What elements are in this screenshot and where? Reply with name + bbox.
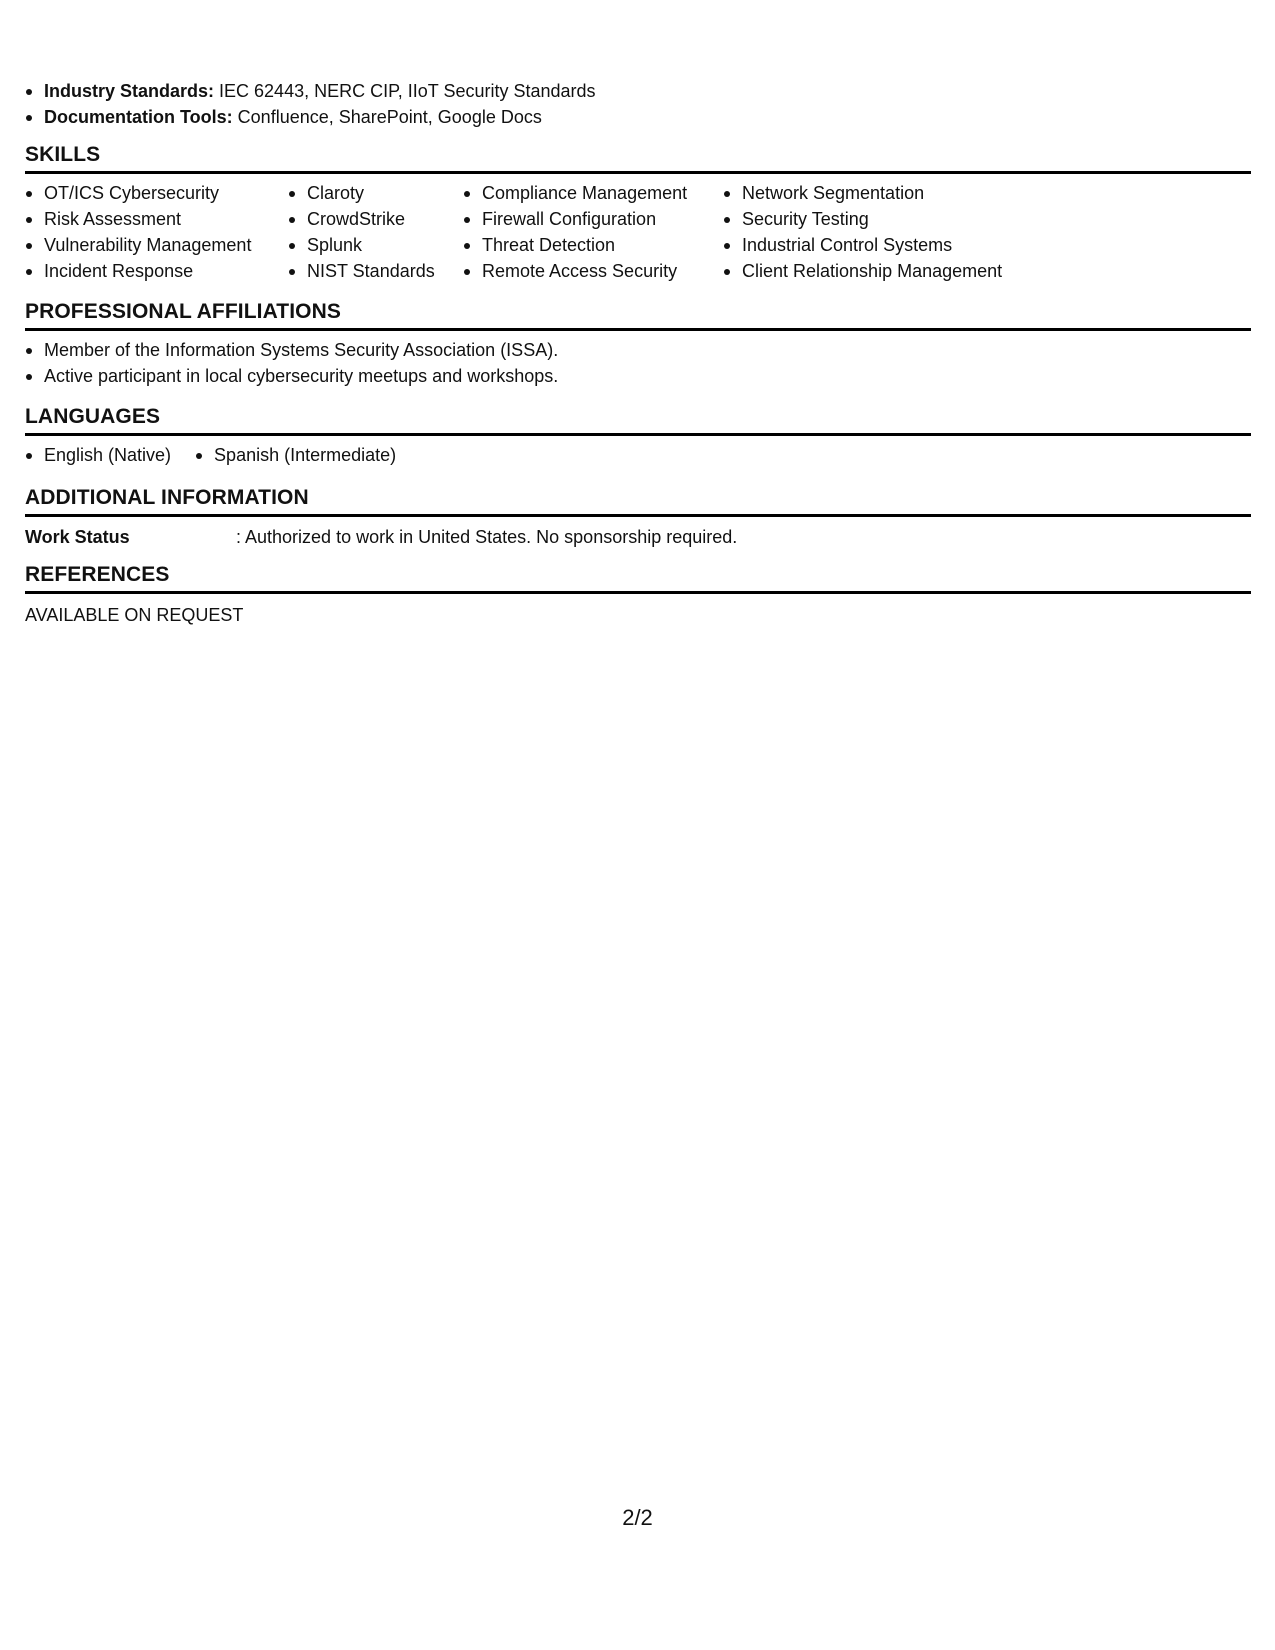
skill-item: Vulnerability Management <box>25 232 288 258</box>
languages-section <box>25 405 1251 468</box>
references-section <box>25 563 1251 628</box>
work-status-value: : Authorized to work in United States. No sponsorship required. <box>236 527 738 547</box>
skill-item: Incident Response <box>25 258 288 284</box>
skills-column <box>463 180 723 284</box>
skill-item: Client Relationship Management <box>723 258 1023 284</box>
skills-column <box>288 180 463 284</box>
skill-item: Firewall Configuration <box>463 206 723 232</box>
list-item-documentation-tools <box>25 104 596 130</box>
skill-item: Compliance Management <box>463 180 723 206</box>
list-item-label: Documentation Tools: <box>44 107 233 127</box>
affiliation-item: Member of the Information Systems Security Association (ISSA). <box>25 337 1251 363</box>
affiliations-section <box>25 300 1251 389</box>
page-number: 2/2 <box>622 1505 653 1530</box>
language-item: English (Native) <box>25 442 171 468</box>
list-item-label: Industry Standards: <box>44 81 215 101</box>
language-item: Spanish (Intermediate) <box>195 442 396 468</box>
additional-info-section <box>25 486 1251 550</box>
tools-list <box>25 78 596 130</box>
list-item-value: IEC 62443, NERC CIP, IIoT Security Standards <box>214 81 596 101</box>
references-text: AVAILABLE ON REQUEST <box>25 605 244 625</box>
skill-item: CrowdStrike <box>288 206 463 232</box>
skill-item: Remote Access Security <box>463 258 723 284</box>
affiliations-list <box>25 337 1251 389</box>
work-status-label: Work Status <box>25 527 130 547</box>
languages-list <box>25 442 1251 468</box>
skills-column <box>25 180 288 284</box>
skill-item: Splunk <box>288 232 463 258</box>
skills-section <box>25 143 1251 284</box>
section-title-affiliations: PROFESSIONAL AFFILIATIONS <box>25 300 1251 331</box>
skill-item: Security Testing <box>723 206 1023 232</box>
skills-column <box>723 180 1023 284</box>
list-item-industry-standards <box>25 78 596 104</box>
skills-grid <box>25 180 1251 284</box>
section-title-skills: SKILLS <box>25 143 1251 174</box>
skill-item: Risk Assessment <box>25 206 288 232</box>
list-item-value: Confluence, SharePoint, Google Docs <box>232 107 542 127</box>
work-status-row <box>25 524 1251 550</box>
section-title-references: REFERENCES <box>25 563 1251 594</box>
skill-item: Industrial Control Systems <box>723 232 1023 258</box>
skill-item: Network Segmentation <box>723 180 1023 206</box>
section-title-additional-info: ADDITIONAL INFORMATION <box>25 486 1251 517</box>
skill-item: OT/ICS Cybersecurity <box>25 180 288 206</box>
skill-item: NIST Standards <box>288 258 463 284</box>
section-title-languages: LANGUAGES <box>25 405 1251 436</box>
affiliation-item: Active participant in local cybersecurity meetups and workshops. <box>25 363 1251 389</box>
skill-item: Claroty <box>288 180 463 206</box>
skill-item: Threat Detection <box>463 232 723 258</box>
